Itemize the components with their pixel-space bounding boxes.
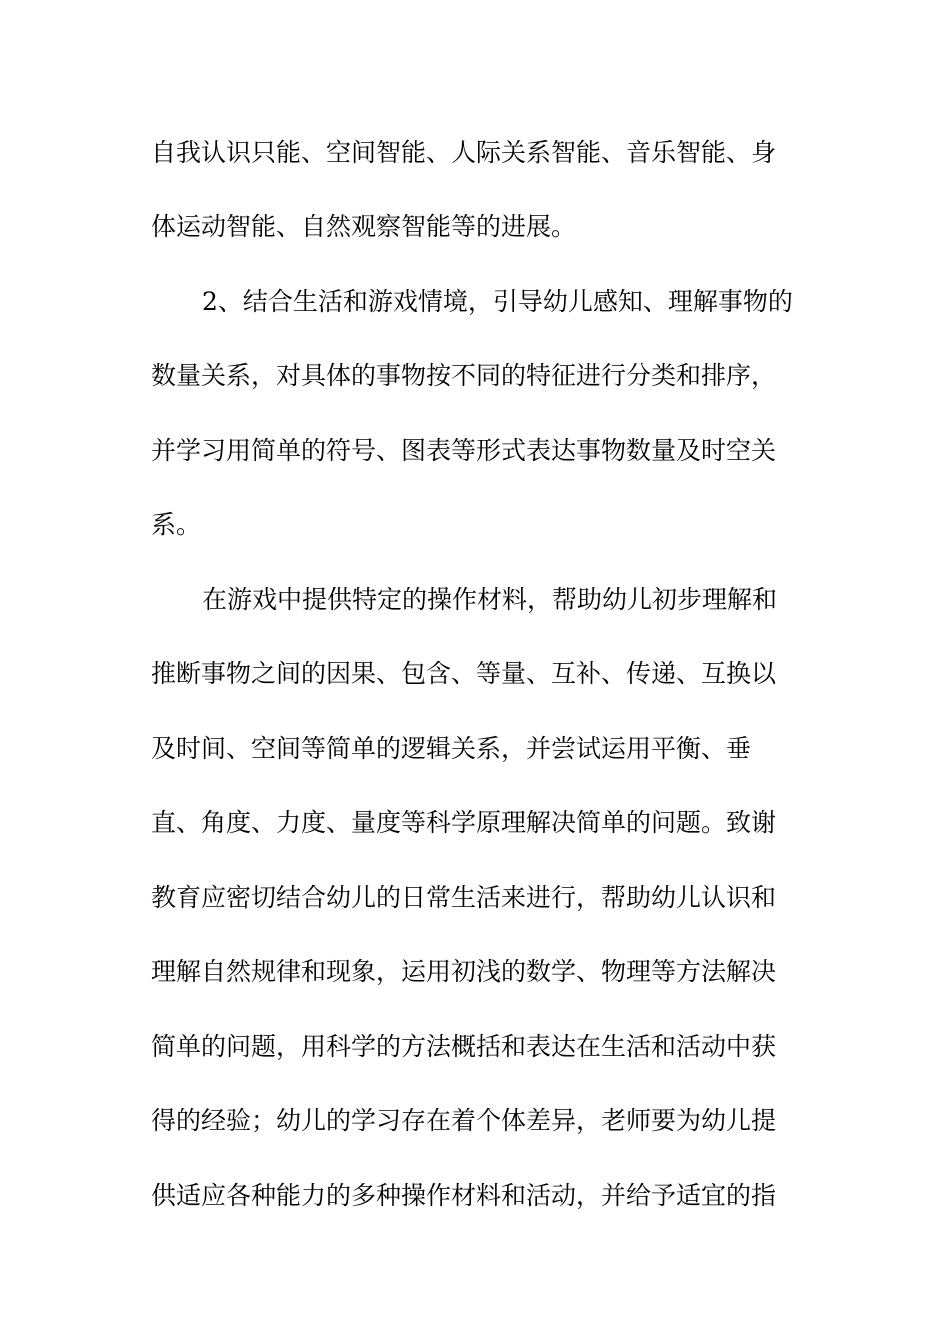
text-line-10: 直、角度、力度、量度等科学原理解决简单的问题。致谢 <box>151 808 777 837</box>
text-line-7: 在游戏中提供特定的操作材料，帮助幼儿初步理解和 <box>202 585 778 614</box>
text-line-2: 体运动智能、自然观察智能等的进展。 <box>151 212 577 241</box>
text-line-3: 2、结合生活和游戏情境，引导幼儿感知、理解事物的 <box>202 287 793 316</box>
text-line-4: 数量关系，对具体的事物按不同的特征进行分类和排序， <box>151 361 777 390</box>
text-line-12: 理解自然规律和现象，运用初浅的数学、物理等方法解决 <box>151 957 777 986</box>
text-line-14: 得的经验；幼儿的学习存在着个体差异，老师要为幼儿提 <box>151 1106 777 1135</box>
text-line-11: 教育应密切结合幼儿的日常生活来进行，帮助幼儿认识和 <box>151 883 777 912</box>
text-line-1: 自我认识只能、空间智能、人际关系智能、音乐智能、身 <box>151 138 777 167</box>
text-line-13: 简单的问题，用科学的方法概括和表达在生活和活动中获 <box>151 1032 777 1061</box>
text-line-8: 推断事物之间的因果、包含、等量、互补、传递、互换以 <box>151 659 777 688</box>
text-line-15: 供适应各种能力的多种操作材料和活动，并给予适宜的指 <box>151 1181 777 1210</box>
text-line-9: 及时间、空间等简单的逻辑关系，并尝试运用平衡、垂 <box>151 734 752 763</box>
text-line-6: 系。 <box>151 510 202 539</box>
text-line-5: 并学习用简单的符号、图表等形式表达事物数量及时空关 <box>151 436 777 465</box>
